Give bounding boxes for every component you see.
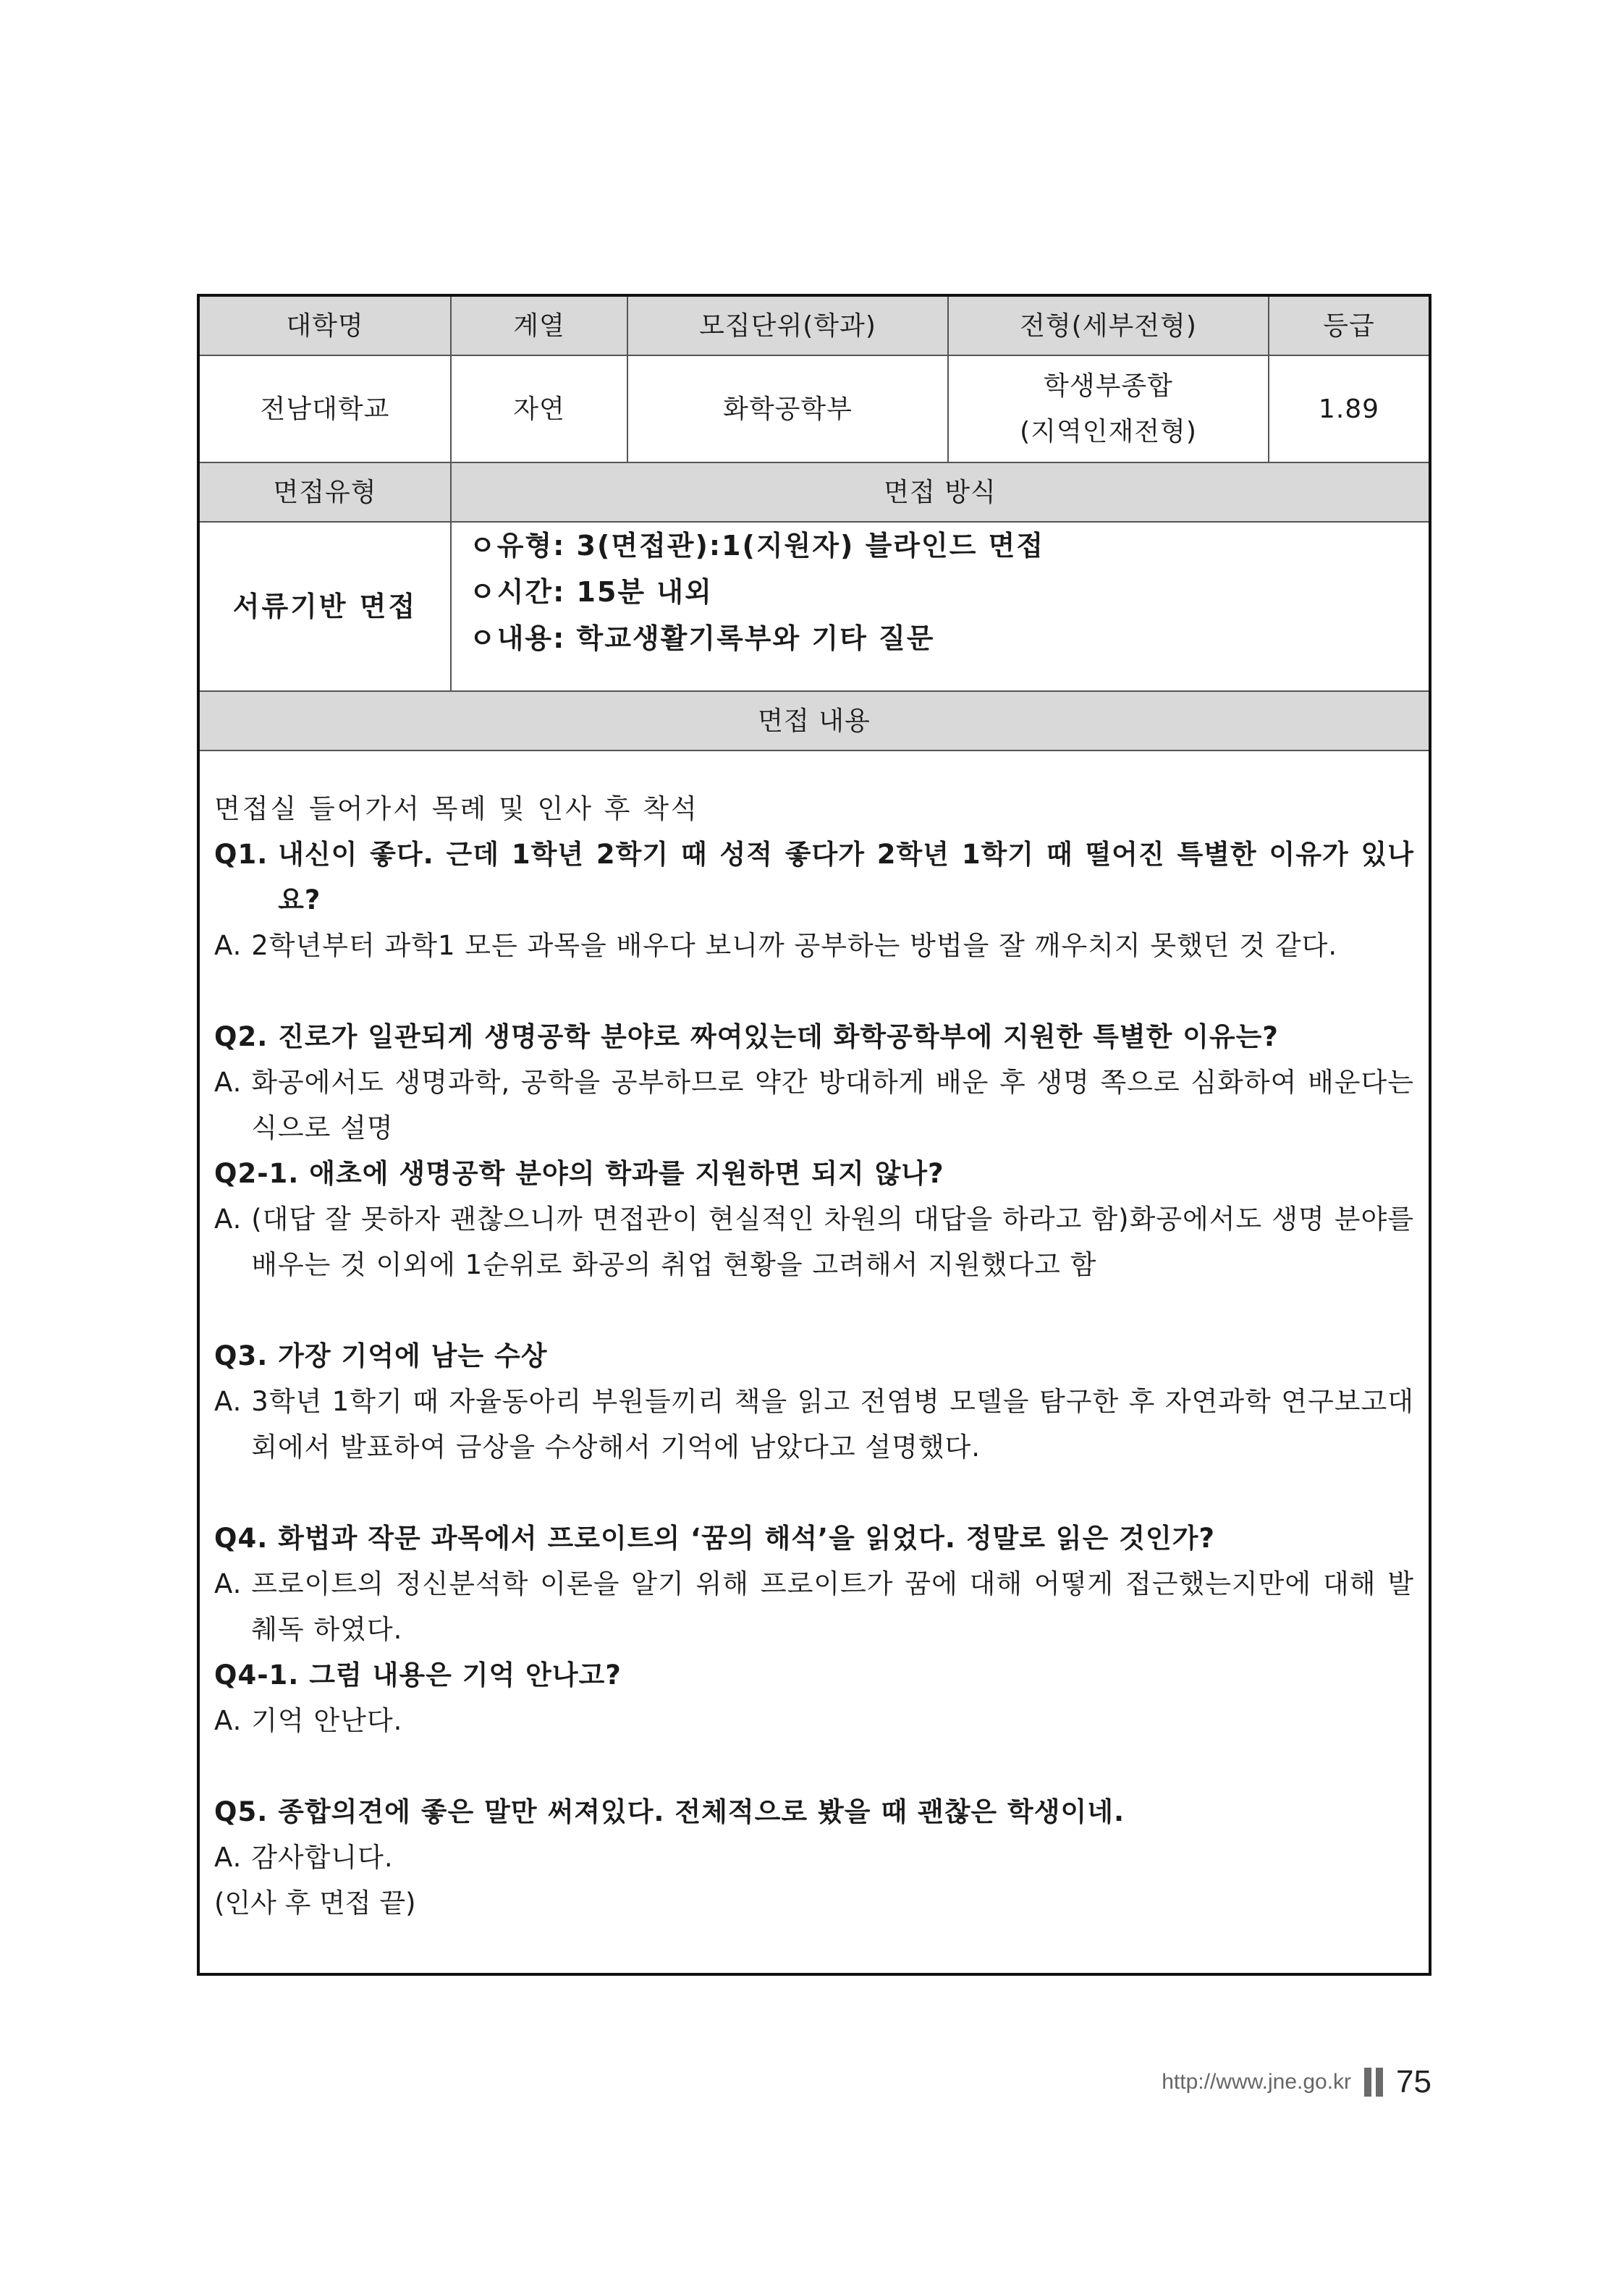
interview-header-row (200, 463, 1429, 523)
answer-label: A. (214, 1705, 252, 1736)
question-label: Q5. (214, 1796, 279, 1827)
admission-type-sub: (지역인재전형) (1020, 417, 1197, 447)
answer-2 (214, 1060, 1414, 1151)
interview-method-header: 면접 방식 (884, 477, 997, 507)
interview-info-row (200, 523, 1429, 692)
answer-label: A. (214, 1568, 252, 1599)
content-header-row (200, 692, 1429, 751)
interview-record-table (197, 294, 1431, 1976)
admission-type-main: 학생부종합 (1044, 371, 1173, 401)
field-name: 자연 (452, 356, 628, 462)
answer-text: 감사합니다. (251, 1842, 394, 1873)
answer-1 (214, 923, 1414, 968)
grade-value: 1.89 (1318, 394, 1380, 424)
answer-text: 3학년 1학기 때 자율동아리 부원들끼리 책을 읽고 전염병 모델을 탐구한 후 자연과학 연구보고대회에서 발표하여 금상을 수상해서 기억에 남았다고 설명했다. (251, 1386, 1414, 1463)
question-text: 화법과 작문 과목에서 프로이트의 ‘꿈의 해석’을 읽었다. 정말로 읽은 것인가? (278, 1523, 1215, 1554)
answer-text: 2학년부터 과학1 모든 과목을 배우다 보니까 공부하는 방법을 잘 깨우치지 못했던 것 같다. (251, 930, 1338, 961)
page-number: 75 (1396, 2064, 1431, 2100)
interview-content (200, 751, 1429, 1973)
question-text: 애초에 생명공학 분야의 학과를 지원하면 되지 않나? (309, 1158, 944, 1189)
intro-line: 면접실 들어가서 목례 및 인사 후 착석 (214, 793, 699, 824)
question-text: 진로가 일관되게 생명공학 분야로 짜여있는데 화학공학부에 지원한 특별한 이유는? (278, 1021, 1279, 1052)
question-text: 그럼 내용은 기억 안나고? (309, 1659, 622, 1691)
header-grade: 등급 (1323, 310, 1375, 341)
answer-label: A. (214, 930, 252, 961)
method-item-content: ㅇ내용: 학교생활기록부와 기타 질문 (469, 622, 935, 654)
header-department: 모집단위(학과) (628, 297, 949, 355)
page-footer (1162, 2064, 1431, 2100)
question-label: Q1. (214, 839, 279, 870)
header-university: 대학명 (200, 297, 452, 355)
question-4 (214, 1515, 1414, 1561)
answer-4-1 (214, 1698, 1414, 1743)
answer-label: A. (214, 1204, 252, 1235)
question-4-1 (214, 1652, 1414, 1698)
question-text: 가장 기억에 남는 수상 (278, 1340, 548, 1371)
question-label: Q3. (214, 1340, 279, 1371)
method-item-duration: ㅇ시간: 15분 내외 (469, 576, 713, 608)
question-label: Q2. (214, 1021, 279, 1052)
answer-label: A. (214, 1842, 252, 1873)
answer-label: A. (214, 1067, 252, 1098)
question-text: 내신이 좋다. 근데 1학년 2학기 때 성적 좋다가 2학년 1학기 때 떨어진 특별한 이유가 있나요? (278, 839, 1414, 916)
footer-url: http://www.jne.go.kr (1162, 2070, 1352, 2094)
question-1 (214, 832, 1414, 923)
outro-line: (인사 후 면접 끝) (214, 1887, 416, 1919)
question-label: Q4. (214, 1523, 279, 1554)
department-name: 화학공학부 (628, 356, 949, 462)
answer-text: 기억 안난다. (251, 1705, 403, 1736)
question-3 (214, 1333, 1414, 1379)
answer-3 (214, 1379, 1414, 1470)
answer-text: 프로이트의 정신분석학 이론을 알기 위해 프로이트가 꿈에 대해 어떻게 접근했는지만에 대해 발췌독 하였다. (251, 1568, 1414, 1645)
header-field: 계열 (452, 297, 628, 355)
question-label: Q2-1. (214, 1158, 310, 1189)
admission-type (949, 356, 1269, 462)
interview-type: 서류기반 면접 (200, 523, 452, 690)
university-name: 전남대학교 (200, 356, 452, 462)
question-5 (214, 1789, 1414, 1835)
answer-label: A. (214, 1386, 252, 1417)
interview-type-header: 면접유형 (200, 463, 452, 521)
answer-2-1 (214, 1196, 1414, 1288)
answer-5 (214, 1835, 1414, 1880)
interview-method-list (452, 523, 1429, 690)
answer-text: (대답 잘 못하자 괜찮으니까 면접관이 현실적인 차원의 대답을 하라고 함)화공에서도 생명 분야를 배우는 것 이외에 1순위로 화공의 취업 현황을 고려해서 지원했다고 함 (251, 1204, 1414, 1280)
header-admission: 전형(세부전형) (949, 297, 1269, 355)
footer-bar-icon (1364, 2068, 1383, 2097)
question-label: Q4-1. (214, 1659, 310, 1691)
question-text: 종합의견에 좋은 말만 써져있다. 전체적으로 봤을 때 괜찮은 학생이네. (278, 1796, 1125, 1827)
question-2 (214, 1014, 1414, 1060)
content-header: 면접 내용 (758, 706, 871, 736)
question-2-1 (214, 1151, 1414, 1196)
method-item-format: ㅇ유형: 3(면접관):1(지원자) 블라인드 면접 (469, 530, 1045, 562)
table-header-row (200, 297, 1429, 356)
answer-text: 화공에서도 생명과학, 공학을 공부하므로 약간 방대하게 배운 후 생명 쪽으로 심화하여 배운다는 식으로 설명 (251, 1067, 1414, 1143)
table-row (200, 356, 1429, 463)
answer-4 (214, 1561, 1414, 1652)
